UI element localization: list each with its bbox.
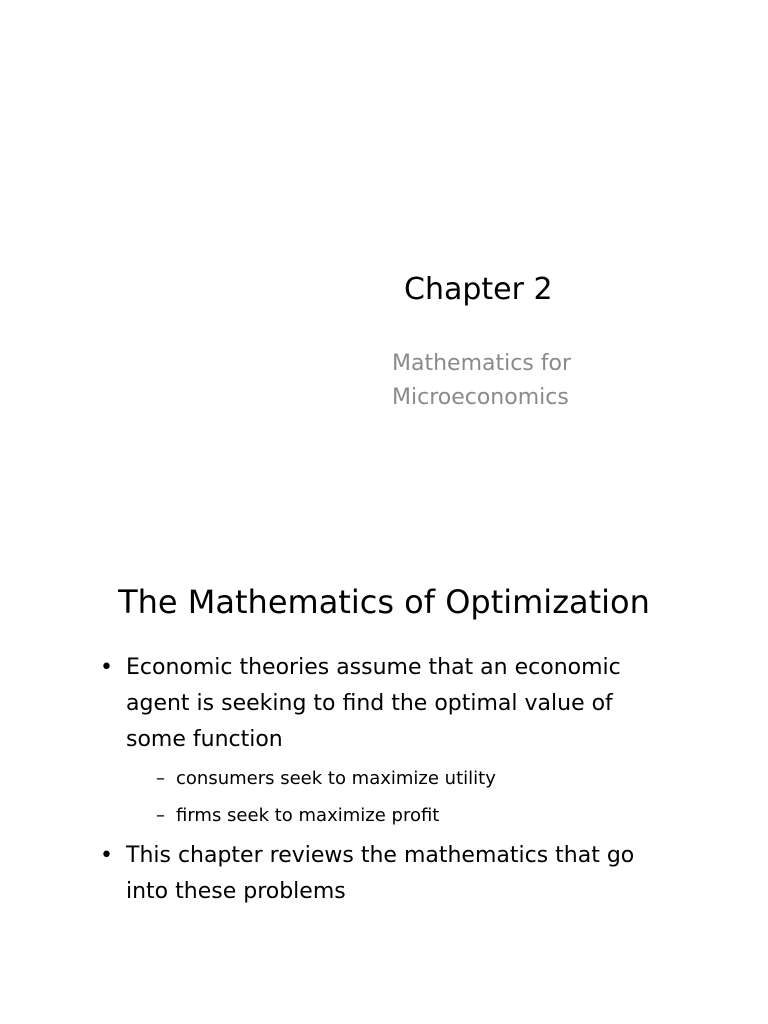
sub-bullet-text: consumers seek to maximize utility [176,768,496,789]
content-slide [0,512,768,1024]
bullet-list [100,650,700,910]
bullet-marker: • [100,655,113,680]
sub-bullet-item [126,760,700,797]
subtitle-line: Microeconomics [392,385,569,410]
bullet-line: some function [126,727,283,752]
sub-bullet-item [126,797,700,834]
sub-bullet-marker: – [156,805,165,826]
bullet-line: into these problems [126,879,346,904]
subtitle-line: Mathematics for [392,351,572,376]
bullet-line: agent is seeking to find the optimal value of [126,691,613,716]
slide-heading: The Mathematics of Optimization [118,583,650,621]
bullet-line: Economic theories assume that an economic [126,655,621,680]
sub-bullet-list [126,760,700,834]
chapter-title: Chapter 2 [404,272,553,307]
chapter-title-block [404,268,553,312]
sub-bullet-marker: – [156,768,165,789]
bullet-line: This chapter reviews the mathematics that go [126,843,635,868]
bullet-marker: • [100,843,113,868]
bullet-item [100,650,700,834]
bullet-item [100,838,700,910]
sub-bullet-text: firms seek to maximize profit [176,805,440,826]
chapter-subtitle [392,347,722,415]
